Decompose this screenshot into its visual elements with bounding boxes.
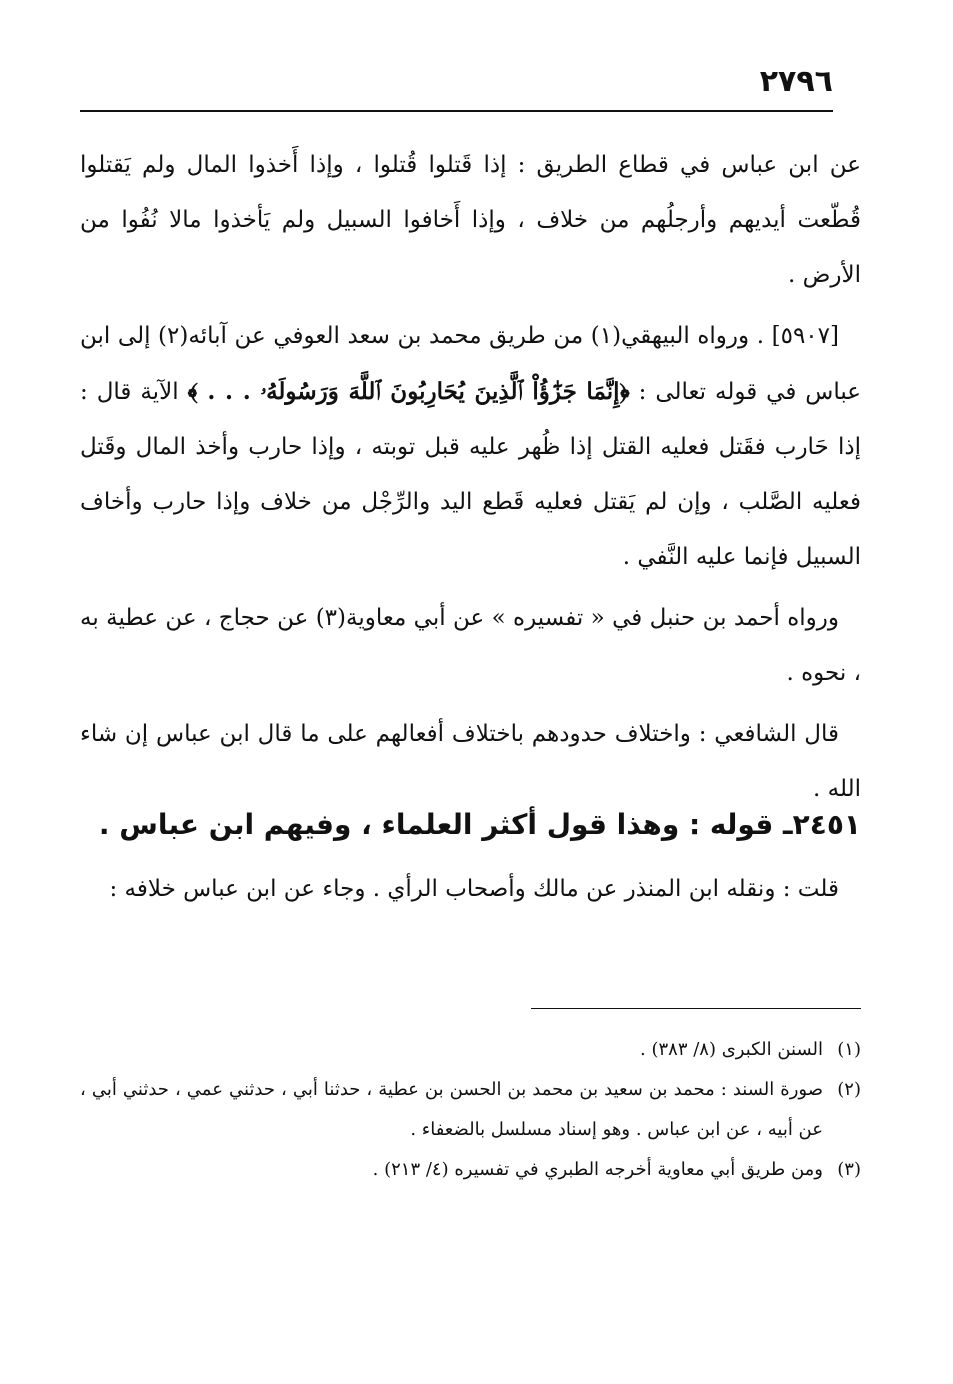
- paragraph-2: [80, 309, 861, 585]
- footnotes: [80, 1030, 861, 1190]
- paragraph-2-rest: الآية قال : إذا حَارب فقَتل فعليه القتل إذا ظُهر عليه قبل توبته ، وإذا حارب وأخذ المال وقَتل فعليه الصَّلب ، وإن لم يَقتل فعليه قَطع اليد والرِّجْل من خلاف وإذا حارب وأخاف السبيل فإنما عليه النَّفي .: [80, 379, 861, 570]
- section-heading: ٢٤٥١ـ قوله : وهذا قول أكثر العلماء ، وفيهم ابن عباس .: [98, 808, 861, 841]
- footnote-3: [80, 1150, 861, 1190]
- header-rule: [80, 110, 833, 112]
- footnote-2: [80, 1070, 861, 1150]
- footnote-number: (٢): [837, 1079, 861, 1100]
- section-paragraph: قلت : ونقله ابن المنذر عن مالك وأصحاب الرأي . وجاء عن ابن عباس خلافه :: [109, 876, 839, 902]
- main-text: [80, 138, 861, 823]
- footnote-number: (٣): [837, 1159, 861, 1180]
- section-text: [80, 862, 861, 917]
- footnote-number: (١): [837, 1039, 861, 1060]
- paragraph-3: ورواه أحمد بن حنبل في « تفسيره » عن أبي معاوية(٣) عن حجاج ، عن عطية به ، نحوه .: [80, 605, 861, 686]
- page-number: ٢٧٩٦: [759, 64, 833, 99]
- footnote-text: السنن الكبرى (٨/ ٣٨٣) .: [640, 1039, 823, 1060]
- paragraph-2-intro: [٥٩٠٧] . ورواه البيهقي(١) من طريق محمد بن سعد العوفي عن آبائه(٢) إلى ابن عباس في قوله تعالى :: [80, 323, 862, 405]
- paragraph-1: عن ابن عباس في قطاع الطريق : إذا قَتلوا قُتلوا ، وإذا أَخذوا المال ولم يَقتلوا قُطّعت أيديهم وأرجلُهم من خلاف ، وإذا أَخافوا السبيل ولم يَأخذوا مالا نُفُوا من الأرض .: [80, 152, 861, 288]
- paragraph-4: قال الشافعي : واختلاف حدودهم باختلاف أفعالهم على ما قال ابن عباس إن شاء الله .: [80, 721, 861, 802]
- footnote-text: صورة السند : محمد بن سعيد بن محمد بن الحسن بن عطية ، حدثنا أبي ، حدثني عمي ، حدثني أبي ، عن أبيه ، عن ابن عباس . وهو إسناد مسلسل بالضعفاء .: [80, 1079, 823, 1140]
- footnote-rule: [531, 1008, 861, 1009]
- footnote-text: ومن طريق أبي معاوية أخرجه الطبري في تفسيره (٤/ ٢١٣) .: [372, 1159, 823, 1180]
- footnote-1: [80, 1030, 861, 1070]
- quran-verse: ﴿إِنَّمَا جَزَٰٓؤُاْ ٱلَّذِينَ يُحَارِبُونَ ٱللَّهَ وَرَسُولَهُۥ . . . ﴾: [187, 378, 630, 405]
